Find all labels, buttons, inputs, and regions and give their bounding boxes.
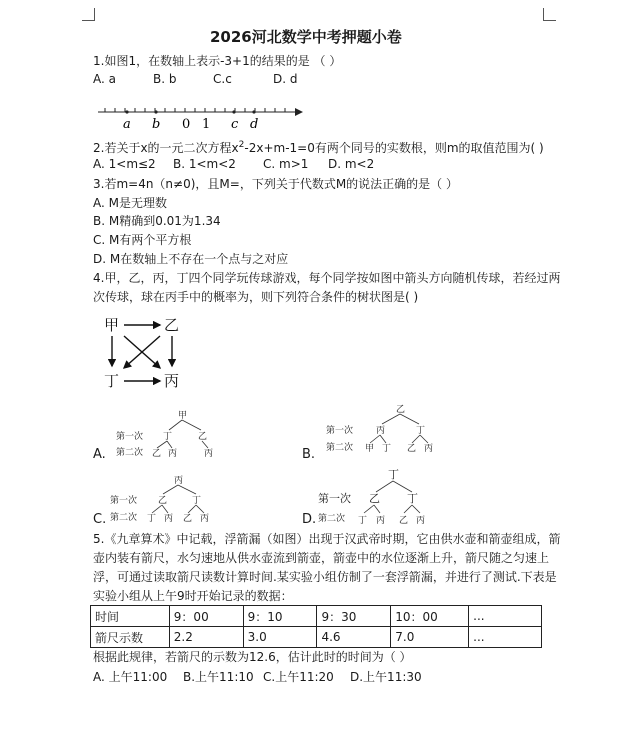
diagram-jia: 甲 xyxy=(104,316,120,334)
table-row xyxy=(91,627,542,648)
tree-option-a-label: A. xyxy=(93,447,106,462)
q1-option-a: A. a xyxy=(93,72,116,86)
table-cell: 4.6 xyxy=(317,627,391,648)
table-cell: 7.0 xyxy=(391,627,469,648)
tree-d-second-label: 第二次 xyxy=(318,514,346,524)
q1-option-d: D. d xyxy=(273,72,298,86)
tree-c-l2-0: 丁 xyxy=(147,514,157,524)
table-cell: 9：30 xyxy=(317,606,391,627)
tree-d-root: 丁 xyxy=(388,468,399,481)
q2-stem-before: 2.若关于x的一元二次方程x xyxy=(93,141,239,155)
tree-option-b-label: B. xyxy=(302,447,316,462)
q1-stem: 1.如图1，在数轴上表示-3+1的结果的是 （ ） xyxy=(93,54,342,68)
tree-diagram-b xyxy=(320,402,450,462)
q2-option-a: A. 1<m≤2 xyxy=(93,157,156,171)
tree-diagram-d xyxy=(316,466,456,528)
table-cell: 9：00 xyxy=(169,606,243,627)
tree-b-l2-1: 丁 xyxy=(382,444,392,454)
table-cell: 箭尺示数 xyxy=(91,627,170,648)
tree-diagram-c xyxy=(108,472,228,528)
tree-a-l1-1: 乙 xyxy=(198,432,208,442)
q2-superscript: 2 xyxy=(238,140,245,150)
passing-diagram xyxy=(100,312,190,392)
numberline-label-1: 1 xyxy=(202,117,211,132)
number-line xyxy=(95,98,305,132)
numberline-label-b: b xyxy=(152,117,161,132)
tree-d-l2-1: 丙 xyxy=(376,516,386,526)
tree-d-l2-3: 丙 xyxy=(416,516,426,526)
tree-option-c-label: C. xyxy=(93,512,107,527)
tree-b-l2-3: 丙 xyxy=(424,444,434,454)
tree-b-l1-1: 丁 xyxy=(416,426,426,436)
q3-stem: 3.若m=4n（n≠0)，且M=，下列关于代数式M的说法正确的是（ ） xyxy=(93,177,458,191)
tree-b-l2-2: 乙 xyxy=(407,444,417,454)
crop-mark-top-right xyxy=(543,8,556,21)
tree-option-d-label: D. xyxy=(302,512,317,527)
tree-c-l2-2: 乙 xyxy=(183,514,193,524)
tree-a-l1-0: 丁 xyxy=(163,432,173,442)
q3-option-b: B. M精确到0.01为1.34 xyxy=(93,214,221,228)
tree-b-l2-0: 甲 xyxy=(365,444,375,454)
q3-option-d: D. M在数轴上不存在一个点与之对应 xyxy=(93,252,289,266)
numberline-label-0: 0 xyxy=(182,117,191,132)
q5-option-d: D.上午11:30 xyxy=(350,670,422,684)
q5-line2: 壶内装有箭尺，水匀速地从供水壶流到箭壶，箭壶中的水位逐渐上升，箭尺随之匀速上 xyxy=(93,551,550,565)
tree-diagram-a xyxy=(112,408,222,464)
table-cell: ... xyxy=(469,627,542,648)
numberline-label-d: d xyxy=(250,117,259,132)
q3-option-a: A. M是无理数 xyxy=(93,196,167,210)
q4-stem-line2: 次传球，球在丙手中的概率为，则下列符合条件的树状图是( ) xyxy=(93,290,419,304)
table-cell: ... xyxy=(469,606,542,627)
tree-d-l1-0: 乙 xyxy=(369,492,380,505)
diagram-ding: 丁 xyxy=(104,372,120,390)
table-cell: 10：00 xyxy=(391,606,469,627)
tree-c-first-label: 第一次 xyxy=(110,496,138,506)
table-cell: 时间 xyxy=(91,606,170,627)
q5-line3: 浮，可通过读取箭尺读数计算时间.某实验小组仿制了一套浮箭漏，并进行了测试.下表是 xyxy=(93,570,557,584)
tree-c-l2-1: 丙 xyxy=(164,514,174,524)
tree-d-l2-2: 乙 xyxy=(399,516,409,526)
numberline-label-a: a xyxy=(123,117,131,132)
tree-a-root: 甲 xyxy=(178,411,188,421)
q2-option-c: C. m>1 xyxy=(263,157,309,171)
tree-d-l1-1: 丁 xyxy=(407,492,418,505)
diagram-bing: 丙 xyxy=(164,372,180,390)
tree-a-second-label: 第二次 xyxy=(116,448,144,458)
q5-option-a: A. 上午11:00 xyxy=(93,670,168,684)
tree-d-l2-0: 丁 xyxy=(358,516,368,526)
q2-stem xyxy=(93,137,544,156)
tree-c-l1-1: 丁 xyxy=(192,496,202,506)
q5-data-table xyxy=(90,605,542,648)
tree-a-l2-0: 乙 xyxy=(152,449,162,459)
table-cell: 3.0 xyxy=(243,627,317,648)
tree-b-l1-0: 丙 xyxy=(376,426,386,436)
q2-option-d: D. m<2 xyxy=(328,157,375,171)
q5-line4: 实验小组从上午9时开始记录的数据： xyxy=(93,589,293,603)
q5-ask: 根据此规律，若箭尺的示数为12.6，估计此时的时间为（ ） xyxy=(93,650,412,664)
tree-c-root: 丙 xyxy=(174,476,184,486)
tree-c-second-label: 第二次 xyxy=(110,513,138,523)
tree-a-l2-1: 丙 xyxy=(168,449,178,459)
tree-b-root: 乙 xyxy=(396,405,406,415)
q1-option-b: B. b xyxy=(153,72,177,86)
tree-c-l1-0: 乙 xyxy=(158,496,168,506)
table-cell: 9：10 xyxy=(243,606,317,627)
q1-option-c: C.c xyxy=(213,72,232,86)
q3-option-c: C. M有两个平方根 xyxy=(93,233,192,247)
numberline-label-c: c xyxy=(231,117,239,132)
crop-mark-top-left xyxy=(82,8,95,21)
tree-b-first-label: 第一次 xyxy=(326,426,354,436)
tree-d-first-label: 第一次 xyxy=(318,492,351,505)
q2-option-b: B. 1<m<2 xyxy=(173,157,236,171)
q5-option-c: C.上午11:20 xyxy=(263,670,334,684)
tree-b-second-label: 第二次 xyxy=(326,443,354,453)
q5-option-b: B.上午11:10 xyxy=(183,670,254,684)
tree-c-l2-3: 丙 xyxy=(200,514,210,524)
table-row xyxy=(91,606,542,627)
tree-a-l2-2: 丙 xyxy=(204,449,214,459)
page-title: 2026河北数学中考押题小卷 xyxy=(210,28,402,46)
tree-a-first-label: 第一次 xyxy=(116,432,144,442)
diagram-yi: 乙 xyxy=(164,316,180,334)
table-cell: 2.2 xyxy=(169,627,243,648)
q2-stem-after: -2x+m-1=0有两个同号的实数根，则m的取值范围为( ) xyxy=(244,141,544,155)
q4-stem-line1: 4.甲，乙，丙，丁四个同学玩传球游戏，每个同学按如图中箭头方向随机传球，若经过两 xyxy=(93,271,561,285)
q5-line1: 5.《九章算术》中记载，浮箭漏（如图）出现于汉武帝时期，它由供水壶和箭壶组成，箭 xyxy=(93,532,561,546)
